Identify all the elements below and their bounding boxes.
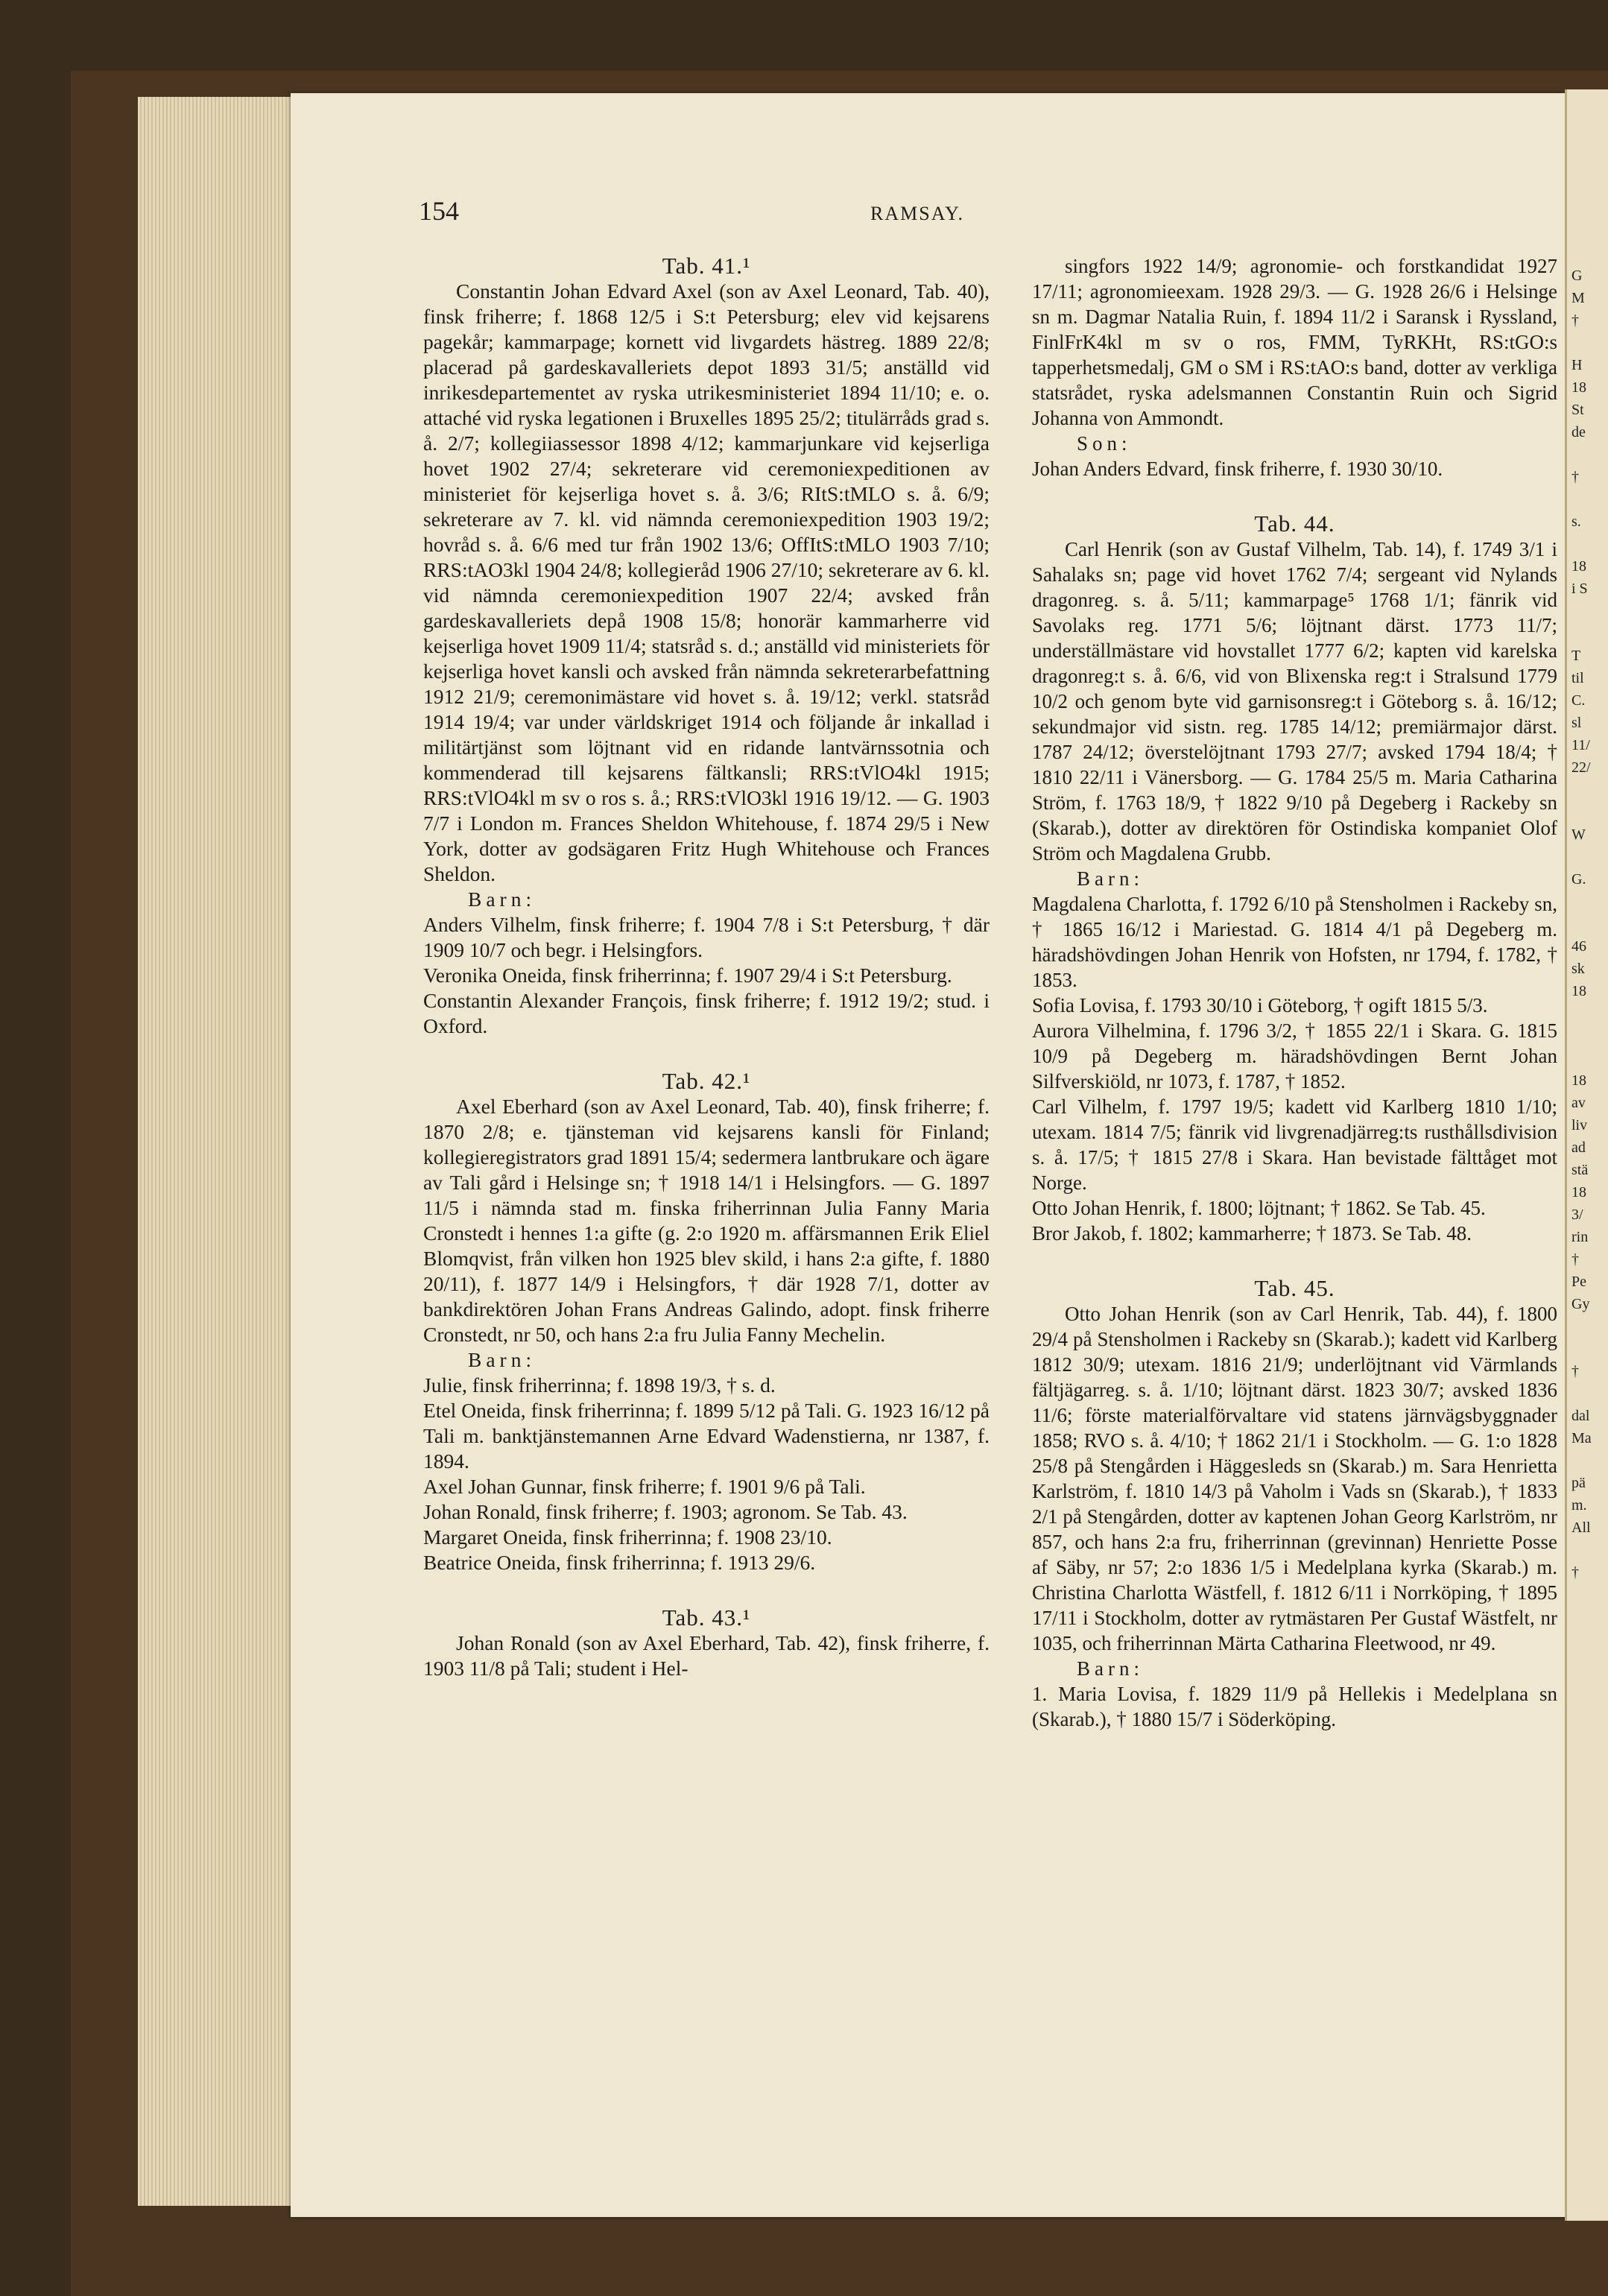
child-entry: Julie, finsk friherrinna; f. 1898 19/3, † s. d. <box>423 1373 776 1397</box>
running-head: RAMSAY. <box>870 203 965 224</box>
page-edges <box>138 97 309 2206</box>
child-entry: Beatrice Oneida, finsk friherrinna; f. 1913 29/6. <box>423 1551 816 1574</box>
facing-page-fragment: G. <box>1571 871 1586 888</box>
facing-page-fragment: Pe <box>1571 1274 1586 1290</box>
facing-page-fragment: Gy <box>1571 1296 1590 1312</box>
facing-page-fragment <box>1567 779 1608 801</box>
table-heading: Tab. 42.¹ <box>662 1068 751 1094</box>
facing-page-fragment: C. <box>1571 692 1586 709</box>
facing-page-fragment <box>1567 533 1608 555</box>
child-entry: Magdalena Charlotta, f. 1792 6/10 på Stensholmen i Rackeby sn, † 1865 16/12 i Mariestad. G. 1814 4/1 på Degeberg m. häradshövdingen Johan Henrik von Hofsten, nr 1794, f. 1782, † 1853. <box>1032 893 1557 991</box>
facing-page-fragment: sk <box>1571 961 1585 977</box>
children-heading: Barn: <box>1077 867 1144 890</box>
facing-page-fragment: † <box>1571 1251 1579 1268</box>
facing-page-fragment: G <box>1571 268 1583 284</box>
facing-page-fragment: † <box>1571 312 1579 329</box>
facing-page-fragment: 46 <box>1571 938 1586 955</box>
facing-page-fragment <box>1567 1315 1608 1338</box>
children-heading: Son: <box>1077 432 1132 455</box>
facing-page-fragment: All <box>1571 1519 1591 1536</box>
child-entry: Etel Oneida, finsk friherrinna; f. 1899 5/12 på Tali. G. 1923 16/12 på Tali m. banktjänstemannen Arne Edvard Wadenstierna, nr 1387, f. 1894. <box>423 1399 990 1473</box>
biography-paragraph: singfors 1922 14/9; agronomie- och forstkandidat 1927 17/11; agronomieexam. 1928 29/3. — G. 1928 26/6 i Helsinge sn m. Dagmar Natalia Ruin, f. 1894 11/2 i Saransk i Ryssland, FinlFrK4kl m sv o ros, FMM, TyRKHt, RS:tGO:s tapperhetsmedalj, GM o SM i RS:tAO:s band, dotter av verkliga statsrådet, ryska adelsmannen Constantin Ruin och Sigrid Johanna von Ammondt. <box>1032 255 1557 429</box>
facing-page-fragment: 18 <box>1571 1184 1586 1201</box>
facing-page-fragment: 3/ <box>1571 1206 1583 1223</box>
table-heading: Tab. 45. <box>1254 1275 1335 1301</box>
child-entry: Johan Anders Edvard, finsk friherre, f. 1930 30/10. <box>1032 458 1443 480</box>
facing-page-fragment: liv <box>1571 1117 1588 1133</box>
facing-page-fragment <box>1567 600 1608 622</box>
facing-page-fragment: † <box>1571 469 1579 485</box>
facing-page-fragment: stä <box>1571 1162 1589 1178</box>
facing-page-fragment: til <box>1571 670 1584 686</box>
facing-page-fragment: av <box>1571 1095 1586 1111</box>
facing-page-fragment: ad <box>1571 1139 1586 1156</box>
facing-page-fragment: † <box>1571 1363 1579 1379</box>
biography-paragraph: Axel Eberhard (son av Axel Leonard, Tab. 40), finsk friherre; f. 1870 2/8; e. tjänsteman vid kejsarens kansli för Finland; kollegieregistrators grad 1891 15/4; sedermera lantbrukare och ägare av Tali gård i Helsinge sn; † 1918 14/1 i Helsingfors. — G. 1897 11/5 i nämnda stad m. finska friherrinnan Julia Fanny Maria Cronstedt i hennes 1:a gifte (g. 2:o 1920 m. affärsmannen Erik Eliel Blomqvist, från vilken hon 1925 blev skild, i hans 2:a gifte, f. 1880 20/11), f. 1877 14/9 i Helsingfors, † där 1928 7/1, dotter av bankdirektören Johan Frans Andreas Galindo, adopt. finsk friherre Cronstedt, nr 50, och hans 2:a fru Julia Fanny Mechelin. <box>423 1095 990 1346</box>
facing-page-fragment <box>1567 1002 1608 1025</box>
biography-paragraph: Constantin Johan Edvard Axel (son av Axel Leonard, Tab. 40), finsk friherre; f. 1868 12/5 i S:t Petersburg; elev vid kejsarens pagekår; kammarpage; kornett vid livgardets hästreg. 1889 22/8; placerad på gardeskavalleriets depot 1893 31/5; anställd vid inrikesdepartementet av ryska utrikesministeriet 1894 11/10; e. o. attaché vid ryska legationen i Bruxelles 1895 25/2; titulärråds grad s. å. 2/7; kollegiiassessor 1898 4/12; kammarjunkare vid kejserliga hovet 1902 27/4; sekreterare vid ceremoniexpeditionen av ministeriet för kejserliga hovet s. å. 3/6; RItS:tMLO s. å. 6/9; sekreterare av 7. kl. vid nämnda ceremoniexpedition 1903 19/2; hovråd s. å. 6/6 med tur från 1902 13/6; OffItS:tMLO 1903 7/10; RRS:tAO3kl 1904 24/8; kollegieråd 1906 27/10; sekreterare av 6. kl. vid nämnda ceremoniexpedition 1907 22/4; avsked från gardeskavalleriets depå 1908 15/8; honorär kammarherre vid kejserliga hovet 1909 11/4; statsråd s. d.; anställd vid ministeriets för kejserliga hovet kansli och avsked från nämnda sekreterarbefattning 1912 21/9; ceremonimästare vid hovet s. å. 19/12; verkl. statsråd 1914 19/4; var under världskriget 1914 och följande år inkallad i militärtjänst som löjtnant vid en ridande lantvärnssotnia och kommenderad till kejsarens fältkansli; RRS:tVlO4kl 1915; RRS:tVlO4kl m sv o ros s. å.; RRS:tVlO3kl 1916 19/12. — G. 1903 7/7 i London m. Frances Sheldon Whitehouse, f. 1874 29/5 i New York, dotter av godsägaren Fritz Hugh Whitehouse och Frances Sheldon. <box>423 279 990 885</box>
spacer <box>1032 1246 1557 1276</box>
facing-page-fragment <box>1567 1382 1608 1405</box>
facing-page-fragment <box>1567 443 1608 466</box>
child-entry: Veronika Oneida, finsk friherrinna; f. 1907 29/4 i S:t Petersburg. <box>423 964 952 987</box>
biography-paragraph: Johan Ronald (son av Axel Eberhard, Tab. 42), finsk friherre, f. 1903 11/8 på Tali; student i Hel- <box>423 1631 990 1680</box>
right-column <box>1032 253 1557 1732</box>
spacer <box>423 1575 990 1605</box>
facing-page-fragment: pä <box>1571 1475 1586 1491</box>
facing-page-fragment <box>1567 891 1608 913</box>
facing-page-fragment <box>1567 332 1608 354</box>
facing-page-fragment: i S <box>1571 581 1588 597</box>
facing-page-fragment: sl <box>1571 715 1582 731</box>
facing-page-edge <box>1565 89 1608 2221</box>
facing-page-fragment: 18 <box>1571 379 1586 396</box>
facing-page-fragment: † <box>1571 1564 1579 1581</box>
left-column <box>423 253 990 1681</box>
child-entry: Carl Vilhelm, f. 1797 19/5; kadett vid Karlberg 1810 1/10; utexam. 1814 7/5; fänrik vid livgrenadjärreg:ts rusthållsdivision s. å. 17/5; † 1815 27/8 i Skara. Han bevistade fälttåget mot Norge. <box>1032 1095 1557 1194</box>
facing-page-fragment: 22/ <box>1571 759 1591 776</box>
facing-page-fragment <box>1567 1449 1608 1472</box>
facing-page-fragment <box>1567 846 1608 868</box>
child-entry: Margaret Oneida, finsk friherrinna; f. 1908 23/10. <box>423 1525 832 1549</box>
facing-page-fragment <box>1567 913 1608 935</box>
facing-page-fragment: s. <box>1571 513 1581 530</box>
facing-page-fragment: H <box>1571 357 1583 373</box>
facing-page-fragment <box>1567 1047 1608 1069</box>
child-entry: Bror Jakob, f. 1802; kammarherre; † 1873. Se Tab. 48. <box>1032 1222 1472 1245</box>
facing-page-fragment <box>1567 1025 1608 1047</box>
facing-page-fragment <box>1567 1338 1608 1360</box>
facing-page-fragment: dal <box>1571 1408 1590 1424</box>
biography-paragraph: Carl Henrik (son av Gustaf Vilhelm, Tab. 14), f. 1749 3/1 i Sahalaks sn; page vid hovet 1762 7/4; sergeant vid Nylands dragonreg. s. å. 5/11; kammarpage⁵ 1768 1/1; fänrik vid Savolaks reg. 1771 5/6; löjtnant därst. 1773 11/7; underställmästare vid hovstallet 1777 6/2; kapten vid karelska dragonreg:t s. å. 6/6, vid von Blixenska reg:t i Stralsund 1779 10/2 och genom byte vid garnisonsreg:t i Göteborg s. å. 16/12; sekundmajor vid sistn. reg. 1785 14/12; premiärmajor därst. 1787 24/12; överstelöjtnant 1793 27/7; avsked 1794 18/4; † 1810 22/11 i Vänersborg. — G. 1784 25/5 m. Maria Catharina Ström, f. 1763 18/9, † 1822 9/10 på Degeberg i Rackeby sn (Skarab.), dotter av direktören för Ostindiska kompaniet Olof Ström och Magdalena Grubb. <box>1032 538 1557 864</box>
facing-page-fragment <box>1567 801 1608 823</box>
child-entry: Johan Ronald, finsk friherre; f. 1903; agronom. Se Tab. 43. <box>423 1500 908 1523</box>
child-entry: Sofia Lovisa, f. 1793 30/10 i Göteborg, † ogift 1815 5/3. <box>1032 994 1488 1016</box>
facing-page-fragment <box>1567 622 1608 645</box>
biography-paragraph: Otto Johan Henrik (son av Carl Henrik, Tab. 44), f. 1800 29/4 på Stensholmen i Rackeby sn (Skarab.); kadett vid Karlberg 1812 30/9; utexam. 1816 21/9; underlöjtnant vid Värmlands fältjägarreg. s. å. 1/10; löjtnant därst. 1823 30/7; avsked 1836 11/6; förste materialförvaltare vid statens järnvägsbyggnader 1858; RVO s. å. 4/10; † 1862 21/1 i Stockholm. — G. 1:o 1828 25/8 på Stengården i Häggesleds sn (Skarab.) m. Sara Henrietta Karlström, f. 1810 14/3 på Vaholm i Vads sn (Skarab.), † 1833 2/1 på Stengården, dotter av kaptenen Johan Georg Karlström, nr 857, och hans 2:a fru, friherrinnan (grevinnan) Henriette Posse af Säby, nr 57; 2:o 1836 1/5 i Medelplana kyrka (Skarab.) m. Christina Charlotta Wästfell, f. 1812 6/11 i Norrköping, † 1895 17/11 i Stockholm, dotter av rytmästaren Per Gustaf Wästfelt, nr 1035, och friherrinnan Märta Catharina Fleetwood, nr 49. <box>1032 1303 1557 1654</box>
table-heading: Tab. 44. <box>1254 510 1335 537</box>
facing-page-fragment: rin <box>1571 1229 1589 1245</box>
child-entry: 1. Maria Lovisa, f. 1829 11/9 på Hellekis i Medelplana sn (Skarab.), † 1880 15/7 i Söderköping. <box>1032 1683 1557 1730</box>
facing-page-fragment: 18 <box>1571 558 1586 575</box>
table-heading: Tab. 41.¹ <box>662 253 751 279</box>
facing-page-fragment: de <box>1571 424 1586 440</box>
facing-page-fragment: T <box>1571 648 1581 664</box>
child-entry: Axel Johan Gunnar, finsk friherre; f. 1901 9/6 på Tali. <box>423 1475 866 1498</box>
facing-page-fragment: W <box>1571 826 1586 843</box>
children-heading: Barn: <box>468 888 536 911</box>
facing-page-fragment: 11/ <box>1571 737 1590 753</box>
children-heading: Barn: <box>1077 1657 1144 1680</box>
spacer <box>423 1039 990 1069</box>
facing-page-fragment: St <box>1571 402 1584 418</box>
facing-page-fragment <box>1567 488 1608 510</box>
child-entry: Aurora Vilhelmina, f. 1796 3/2, † 1855 22/1 i Skara. G. 1815 10/9 på Degeberg m. häradshövdingen Bernt Johan Silfverskiöld, nr 1073, f. 1787, † 1852. <box>1032 1019 1557 1092</box>
facing-page-fragment: 18 <box>1571 983 1586 999</box>
child-entry: Constantin Alexander François, finsk friherre; f. 1912 19/2; stud. i Oxford. <box>423 989 990 1037</box>
child-entry: Anders Vilhelm, finsk friherre; f. 1904 7/8 i S:t Petersburg, † där 1909 10/7 och begr. i Helsingfors. <box>423 913 990 961</box>
facing-page-fragment: 18 <box>1571 1072 1586 1089</box>
facing-page-fragment: m. <box>1571 1497 1587 1514</box>
page-number: 154 <box>419 196 459 226</box>
facing-page-fragment: Ma <box>1571 1430 1592 1446</box>
facing-page-fragment <box>1567 1539 1608 1561</box>
table-heading: Tab. 43.¹ <box>662 1604 751 1631</box>
spacer <box>1032 481 1557 511</box>
children-heading: Barn: <box>468 1348 536 1371</box>
child-entry: Otto Johan Henrik, f. 1800; löjtnant; † 1862. Se Tab. 45. <box>1032 1197 1486 1219</box>
facing-page-fragment: M <box>1571 290 1585 306</box>
